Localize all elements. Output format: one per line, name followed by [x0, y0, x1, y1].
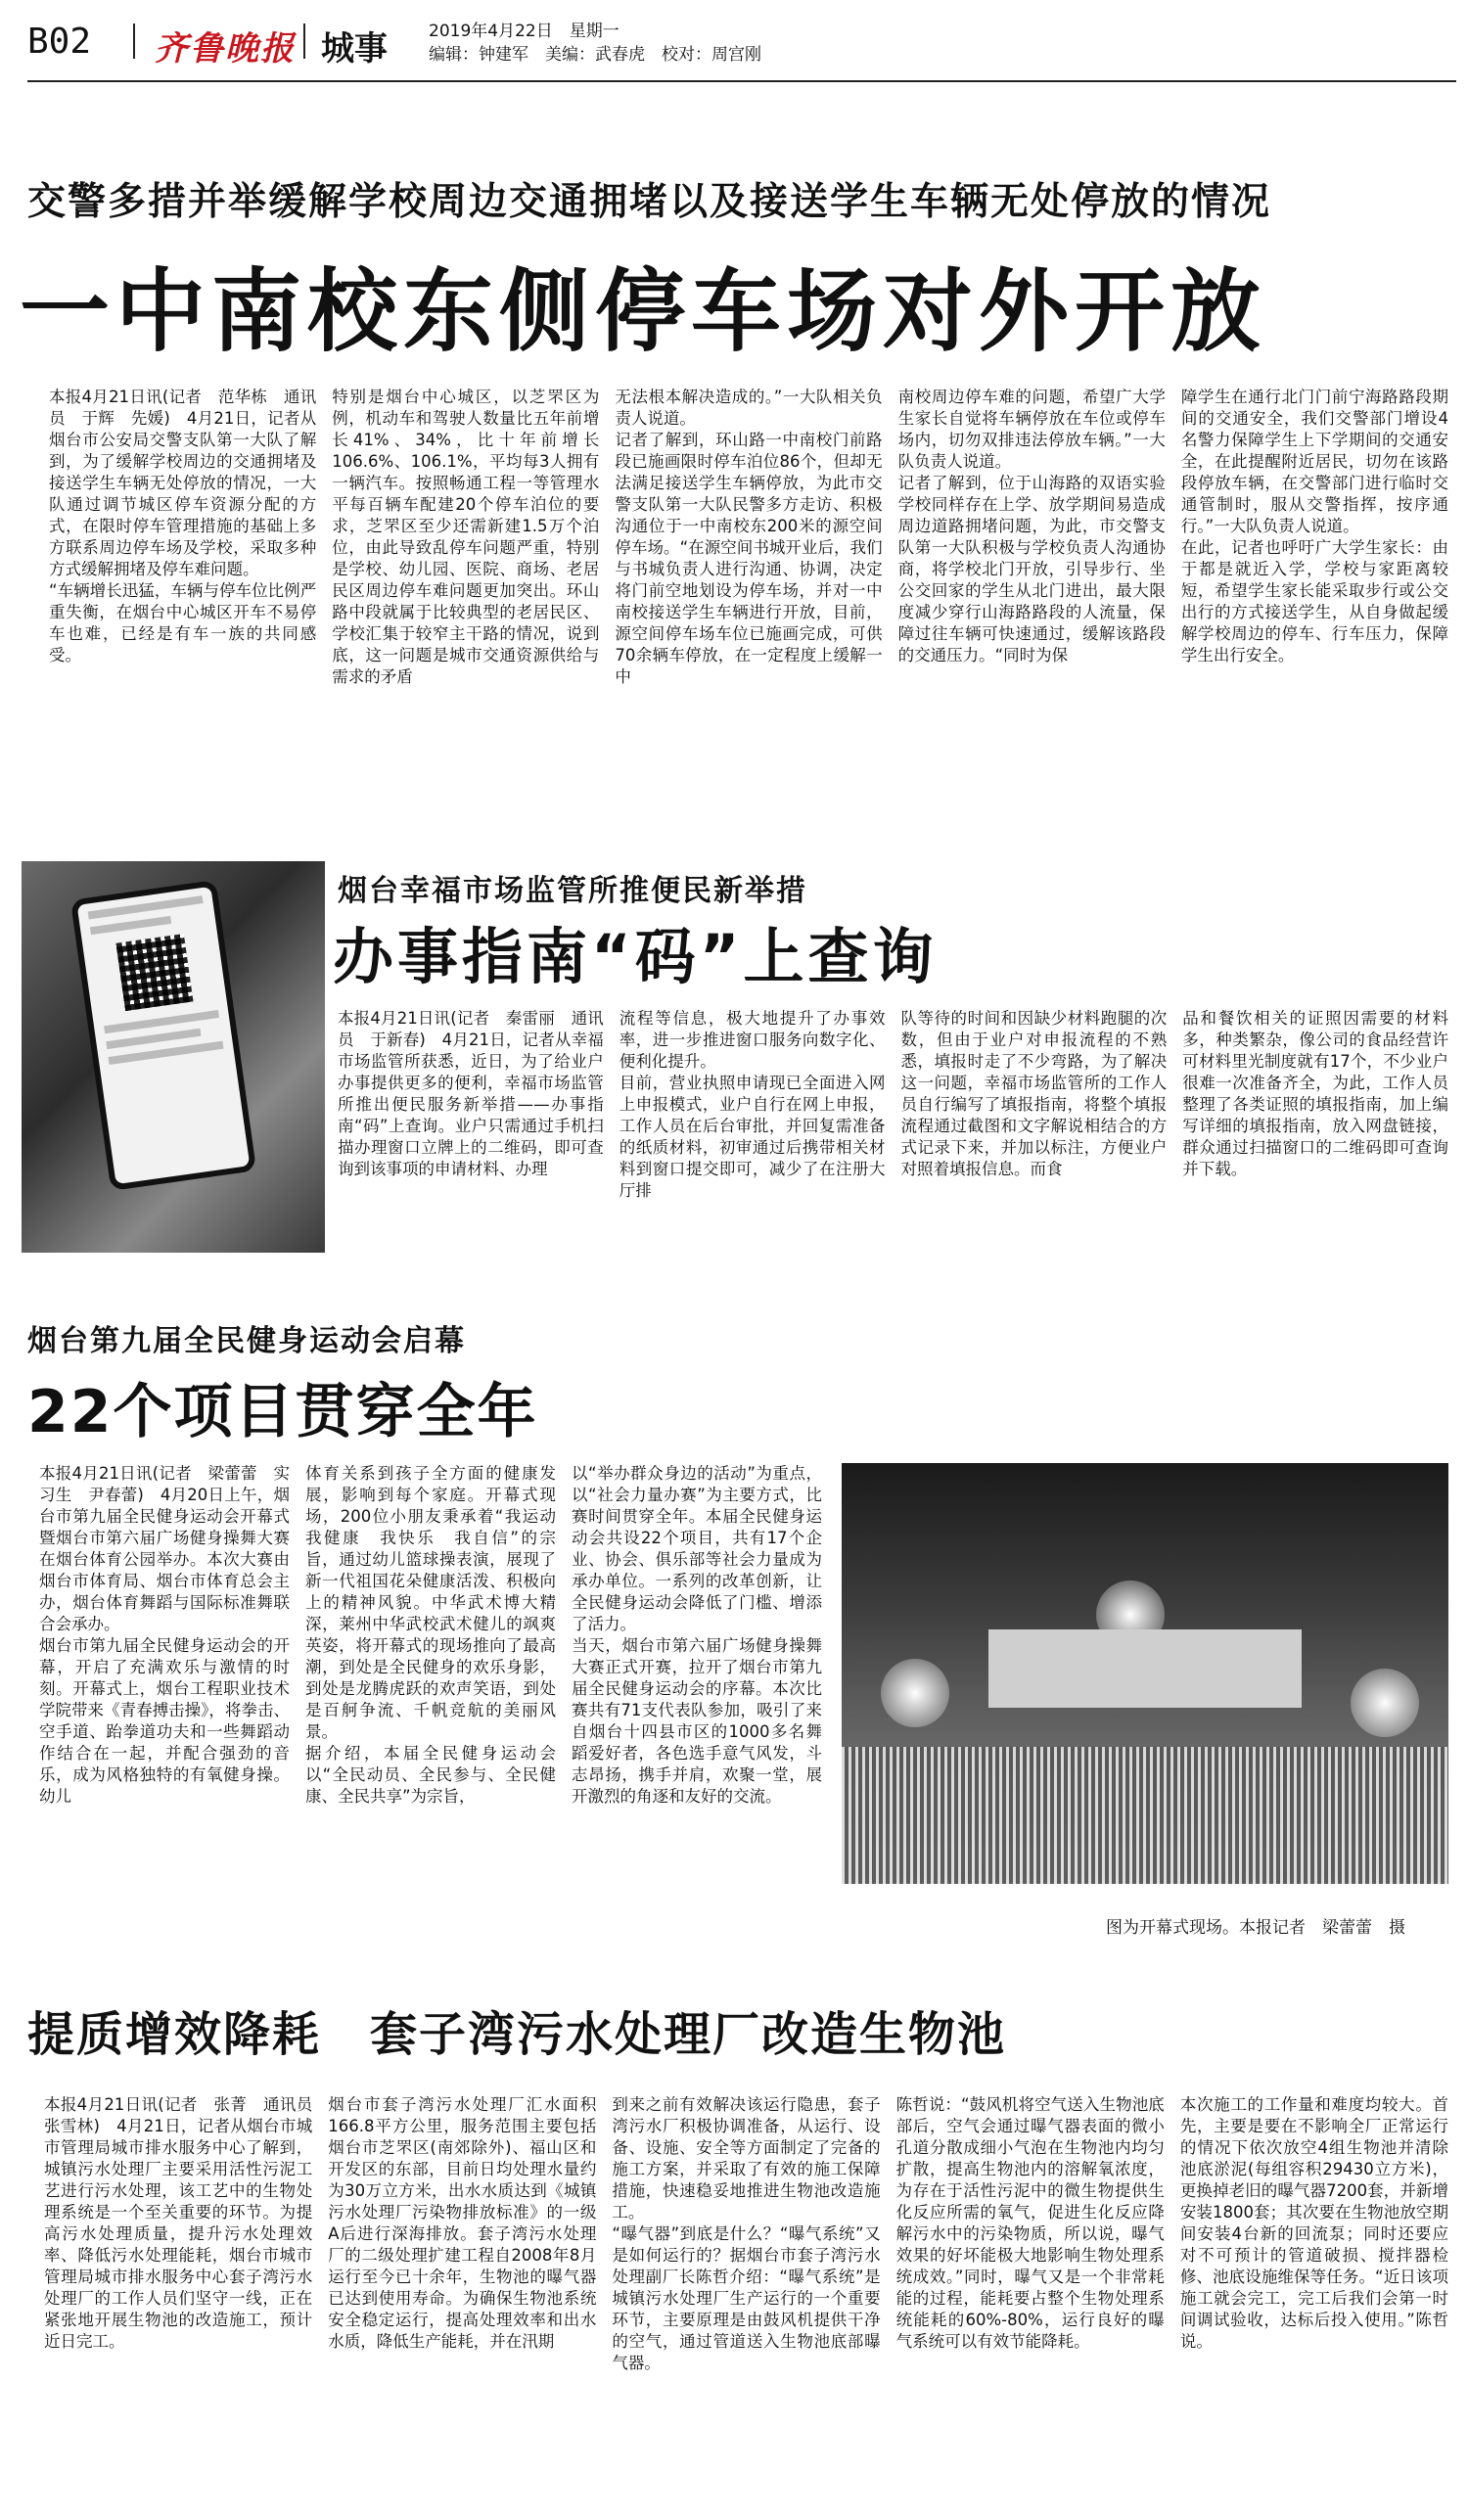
stage-screen	[988, 1629, 1302, 1708]
story1-subtitle: 交警多措并举缓解学校周边交通拥堵以及接送学生车辆无处停放的情况	[27, 180, 1272, 224]
story1-col: 无法根本解决造成的。”一大队相关负责人说道。 记者了解到，环山路一中南校门前路段已施画限时停车泊位86个，但却无法满足接送学生车辆停放，为此市交警支队第一大队民警多方走访、积极沟通位于一中南校东200米的源空间停车场。“在源空间书城开业后，我们与书城负责人进行沟通、协调，决定将门前空地划设为停车场，并对一中南校接送学生车辆进行开放，目前，源空间停车场车位已施画完成，可供70余辆车停放，在一定程度上缓解一中	[615, 388, 883, 686]
story3-title: 22个项目贯穿全年	[27, 1378, 538, 1446]
story3-col: 体育关系到孩子全方面的健康发展，影响到每个家庭。开幕式现场，200位小朋友秉承着“我运动 我健康 我快乐 我自信”的宗旨，通过幼儿篮球操表演，展现了新一代祖国花朵健康活泼、积极向上的精神风貌。中华武术博大精深，莱州中华武校武术健儿的飒爽英姿，将开幕式的现场推向了最高潮，到处是全民健身的欢乐身影，到处是龙腾虎跃的欢声笑语，到处是百舸争流、千帆竞航的美丽风景。 据介绍，本届全民健身运动会以“全民动员、全民参与、全民健康、全民共享”为宗旨，	[305, 1464, 556, 1806]
paper-logo: 齐鲁晚报	[155, 29, 296, 69]
story1-col: 障学生在通行北门门前宁海路路段期间的交通安全，我们交警部门增设4名警力保障学生上下学期间的交通安全，在此提醒附近居民，切勿在该路段停放车辆，在交警部门进行临时交通管制时，服从交警指挥，按序通行。”一大队负责人说道。 在此，记者也呼吁广大学生家长：由于都是就近入学，学校与家距离较短，希望学生家长能采取步行或公交出行的方式接送学生，从自身做起缓解学校周边的停车、行车压力，保障学生出行安全。	[1180, 388, 1449, 664]
story1-title: 一中南校东侧停车场对外开放	[20, 259, 1267, 364]
story4-col: 陈哲说：“鼓风机将空气送入生物池底部后，空气会通过曝气器表面的微小孔道分散成细小气泡在生物池内均匀扩散，提高生物池内的溶解氧浓度，为存在于活性污泥中的微生物提供生化反应所需的氧气，促进生化反应降解污水中的污染物质，所以说，曝气效果的好坏能极大地影响生物处理系统成效。”同时，曝气又是一个非常耗能的过程，能耗要占整个生物处理系统能耗的60%-80%，运行良好的曝气系统可以有效节能降耗。	[895, 2095, 1165, 2351]
story2-body	[338, 1008, 1448, 1253]
story2-col: 队等待的时间和因缺少材料跑腿的次数，但由于业户对申报流程的不熟悉，填报时走了不少弯路，为了解决这一问题，幸福市场监管所的工作人员自行编写了填报指南，将整个填报流程通过截图和文字解说相结合的方式记录下来，并加以标注，方便业户对照着填报信息。而食	[900, 1009, 1168, 1178]
story3-col: 本报4月21日讯(记者 梁蕾蕾 实习生 尹春蕾) 4月20日上午，烟台市第九届全民健身运动会开幕式暨烟台市第六届广场健身操舞大赛在烟台体育公园举办。本次大赛由烟台市体育局、烟台市体育总会主办，烟台体育舞蹈与国际标准舞联合会承办。 烟台市第九届全民健身运动会的开幕，开启了充满欢乐与激情的时刻。开幕式上，烟台工程职业技术学院带来《青春搏击操》，将拳击、空手道、跆拳道功夫和一些舞蹈动作结合在一起，并配合强劲的音乐，成为风格独特的有氧健身操。幼儿	[39, 1464, 290, 1806]
staff-credits: 编辑：钟建军 美编：武春虎 校对：周宫刚	[429, 45, 761, 65]
phone-photo	[22, 861, 325, 1253]
page-number: B02	[27, 22, 92, 62]
story4-col: 到来之前有效解决该运行隐患，套子湾污水厂积极协调准备，从运行、设备、设施、安全等方面制定了完备的施工方案，并采取了有效的施工保障措施，快速稳妥地推进生物池改造施工。 “曝气器”到底是什么？“曝气系统”又是如何运行的？据烟台市套子湾污水处理副厂长陈哲介绍：“曝气系统”是城镇污水处理厂生产运行的一个重要环节，主要原理是由鼓风机提供干净的空气，通过管道送入生物池底部曝气器。	[612, 2095, 881, 2372]
phone-image	[70, 880, 256, 1191]
crowd-image	[842, 1747, 1448, 1884]
story4-body	[44, 2094, 1448, 2505]
story3-body	[39, 1463, 822, 1913]
story4-col: 烟台市套子湾污水处理厂汇水面积166.8平方公里，服务范围主要包括烟台市芝罘区(南郊除外)、福山区和开发区的东部，目前日均处理水量约为30万立方米，出水水质达到《城镇污水处理厂污染物排放标准》的一级A后进行深海排放。套子湾污水处理厂的二级处理扩建工程自2008年8月运行至今已十余年，生物池的曝气器已达到使用寿命。为确保生物池系统安全稳定运行，提高处理效率和出水水质，降低生产能耗，并在汛期	[328, 2095, 597, 2351]
story2-col: 品和餐饮相关的证照因需要的材料多，种类繁杂，像公司的食品经营许可材料里光制度就有17个，不少业户很难一次准备齐全，为此，工作人员整理了各类证照的填报指南，加上编写详细的填报指南，放入网盘链接，群众通过扫描窗口的二维码即可查询并下载。	[1182, 1009, 1448, 1178]
stage-photo	[842, 1463, 1448, 1884]
masthead	[27, 18, 1456, 76]
story2-col: 流程等信息，极大地提升了办事效率，进一步推进窗口服务向数字化、便利化提升。 目前，营业执照申请现已全面进入网上申报模式，业户自行在网上申报，工作人员在后台审批，并回复需准备的纸质材料，初审通过后携带相关材料到窗口提交即可，减少了在注册大厅排	[619, 1009, 886, 1200]
story1-col: 特别是烟台中心城区，以芝罘区为例，机动车和驾驶人数量比五年前增长41%、34%，比十年前增长106.6%、106.1%，平均每3人拥有一辆汽车。按照畅通工程一等管理水平每百辆车配建20个停车泊位的要求，芝罘区至少还需新建1.5万个泊位，由此导致乱停车问题严重，特别是学校、幼儿园、医院、商场、老居民区周边停车难问题更加突出。环山路中段就属于比较典型的老居民区、学校汇集于较窄主干路的情况，说到底，这一问题是城市交通资源供给与需求的矛盾	[332, 388, 600, 686]
story4-col: 本报4月21日讯(记者 张菁 通讯员 张雪林) 4月21日，记者从烟台市城市管理局城市排水服务中心了解到，城镇污水处理厂主要采用活性污泥工艺进行污水处理，该工艺中的生物处理系统是一个至关重要的环节。为提高污水处理质量，提升污水处理效率、降低污水处理能耗，烟台市城市管理局城市排水服务中心套子湾污水处理厂的工作人员们坚守一线，正在紧张地开展生物池的改造施工，预计近日完工。	[44, 2095, 329, 2351]
issue-info	[429, 20, 761, 67]
divider	[303, 23, 305, 59]
story4-col: 本次施工的工作量和难度均较大。首先，主要是要在不影响全厂正常运行的情况下依次放空4组生物池并清除池底淤泥(每组容积29430立方米)，更换掉老旧的曝气器7200套，并新增安装1800套；其次要在生物池放空期间安装4台新的回流泵；同时还要应对不可预计的管道破损、搅拌器检修、池底设施维保等任务。“近日该项施工就会完工，完工后我们会第一时间调试验收，达标后投入使用。”陈哲说。	[1179, 2095, 1449, 2351]
story1-col: 本报4月21日讯(记者 范华栋 通讯员 于辉 先媛) 4月21日，记者从烟台市公安局交警支队第一大队了解到，为了缓解学校周边的交通拥堵及接送学生车辆无处停放的情况，一大队通过调节城区停车资源分配的方式，在限时停车管理措施的基础上多方联系周边停车场及学校，采取多种方式缓解拥堵及停车难问题。 “车辆增长迅猛，车辆与停车位比例严重失衡，在烟台中心城区开车不易停车也难，已经是有车一族的共同感受。	[49, 388, 317, 664]
story2-title: 办事指南“码”上查询	[333, 921, 938, 992]
section-name: 城事	[321, 29, 388, 69]
story1-col: 南校周边停车难的问题，希望广大学生家长自觉将车辆停放在车位或停车场内，切勿双排违法停放车辆。”一大队负责人说道。 记者了解到，位于山海路的双语实验学校同样存在上学、放学期间易造成周边道路拥堵问题，为此，市交警支队第一大队积极与学校负责人沟通协商，将学校北门开放，引导步行、坐公交回家的学生从北门进出，最大限度减少穿行山海路路段的人流量，保障过往车辆可快速通过，缓解该路段的交通压力。“同时为保	[897, 388, 1166, 664]
photo-caption: 图为开幕式现场。本报记者 梁蕾蕾 摄	[1106, 1918, 1405, 1938]
story3-col: 以“举办群众身边的活动”为重点，以“社会力量办赛”为主要方式，比赛时间贯穿全年。本届全民健身运动会共设22个项目，共有17个企业、协会、俱乐部等社会力量成为承办单位。一系列的改革创新，让全民健身运动会降低了门槛、增添了活力。 当天，烟台市第六届广场健身操舞大赛正式开赛，拉开了烟台市第九届全民健身运动会的序幕。本次比赛共有71支代表队参加，吸引了来自烟台十四县市区的1000多名舞蹈爱好者，各色选手意气风发，斗志昂扬，携手并肩，欢聚一堂，展开激烈的角逐和友好的交流。	[572, 1464, 822, 1806]
issue-date: 2019年4月22日 星期一	[429, 22, 619, 41]
story3-subtitle: 烟台第九届全民健身运动会启幕	[27, 1324, 466, 1358]
story1-body	[49, 387, 1448, 798]
story2-subtitle: 烟台幸福市场监管所推便民新举措	[338, 874, 807, 908]
story2-col: 本报4月21日讯(记者 秦雷丽 通讯员 于新春) 4月21日，记者从幸福市场监管所获悉，近日，为了给业户办事提供更多的便利，幸福市场监管所推出便民服务新举措——办事指南“码”上查询。业户只需通过手机扫描办理窗口立牌上的二维码，即可查询到该事项的申请材料、办理	[338, 1009, 604, 1178]
story4-title: 提质增效降耗 套子湾污水处理厂改造生物池	[27, 2007, 1007, 2062]
masthead-rule	[27, 80, 1456, 82]
qr-code-icon	[115, 934, 193, 1011]
divider	[133, 23, 135, 59]
